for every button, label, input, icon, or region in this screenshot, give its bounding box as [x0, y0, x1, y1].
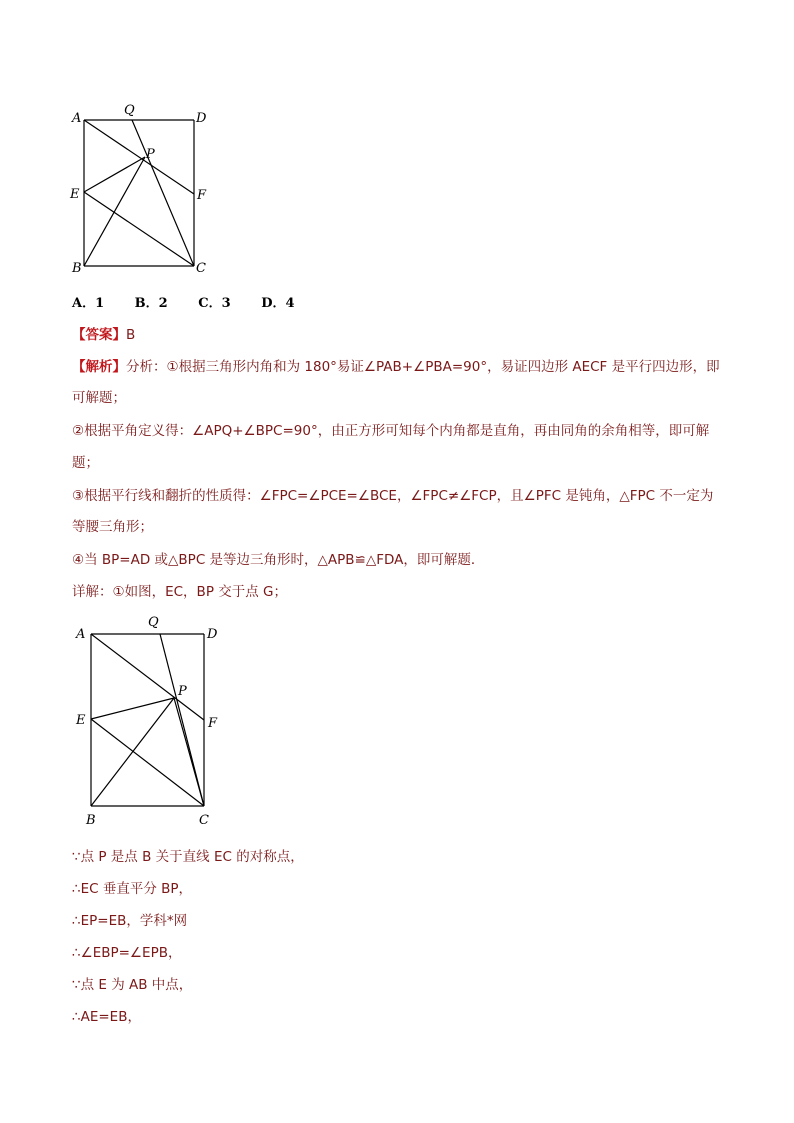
fig2-line-EP — [91, 698, 174, 719]
fig2-label-D: D — [207, 627, 218, 642]
analysis-line-3: ③根据平行线和翻折的性质得：∠FPC=∠PCE=∠BCE，∠FPC≠∠FCP，且∠PFC 是钝角，△FPC 不一定为 — [72, 488, 714, 504]
option-a: A．1 — [72, 296, 105, 311]
fig1-label-E: E — [70, 187, 80, 202]
analysis-line-1b: 可解题； — [72, 390, 126, 406]
analysis-tag: 【解析】 — [72, 359, 126, 375]
fig1-label-B: B — [72, 261, 82, 276]
fig2-label-P: P — [178, 684, 187, 699]
figure-1 — [66, 100, 216, 285]
analysis-line-4: ④当 BP=AD 或△BPC 是等边三角形时，△APB≌△FDA，即可解题． — [72, 552, 485, 568]
figure-2 — [66, 612, 231, 827]
proof-line-4: ∴∠EBP=∠EPB， — [72, 945, 182, 961]
fig1-label-F: F — [197, 188, 207, 203]
answer-tag: 【答案】 — [72, 327, 126, 343]
analysis-line-3b: 等腰三角形； — [72, 519, 153, 535]
fig1-label-A: A — [72, 111, 82, 126]
analysis-text-1: 分析：①根据三角形内角和为 180°易证∠PAB+∠PBA=90°，易证四边形 AECF 是平行四边形，即 — [126, 359, 720, 375]
fig2-label-A: A — [76, 627, 86, 642]
analysis-line-2b: 题； — [72, 455, 99, 471]
fig1-label-C: C — [196, 261, 206, 276]
fig2-line-AF — [91, 634, 204, 720]
option-d: D．4 — [261, 296, 295, 311]
fig1-line-BP — [84, 157, 145, 266]
proof-line-2: ∴EC 垂直平分 BP， — [72, 881, 193, 897]
fig1-label-Q: Q — [124, 103, 135, 118]
fig2-label-F: F — [208, 716, 218, 731]
fig2-line-BP — [91, 698, 174, 806]
fig2-label-E: E — [76, 713, 86, 728]
answer-value: B — [126, 327, 136, 343]
detail-line: 详解：①如图，EC，BP 交于点 G； — [72, 584, 288, 600]
fig2-label-B: B — [86, 813, 96, 827]
proof-line-3: ∴EP=EB，学科*网 — [72, 913, 188, 929]
option-b: B．2 — [134, 296, 168, 311]
option-c: C．3 — [198, 296, 231, 311]
analysis-line-1 — [72, 355, 720, 375]
proof-line-5: ∵点 E 为 AB 中点， — [72, 977, 193, 993]
fig2-label-C: C — [199, 813, 209, 827]
proof-line-6: ∴AE=EB， — [72, 1009, 141, 1025]
fig1-label-D: D — [196, 111, 207, 126]
proof-line-1: ∵点 P 是点 B 关于直线 EC 的对称点， — [72, 849, 304, 865]
fig2-label-Q: Q — [148, 615, 159, 630]
answer-line — [72, 323, 135, 343]
fig2-line-PC — [174, 698, 204, 806]
fig1-label-P: P — [146, 147, 155, 162]
fig1-line-QC — [132, 120, 194, 266]
analysis-line-2: ②根据平角定义得：∠APQ+∠BPC=90°，由正方形可知每个内角都是直角，再由同角的余角相等，即可解 — [72, 423, 710, 439]
fig1-line-EC — [84, 192, 194, 266]
answer-options — [72, 292, 321, 311]
